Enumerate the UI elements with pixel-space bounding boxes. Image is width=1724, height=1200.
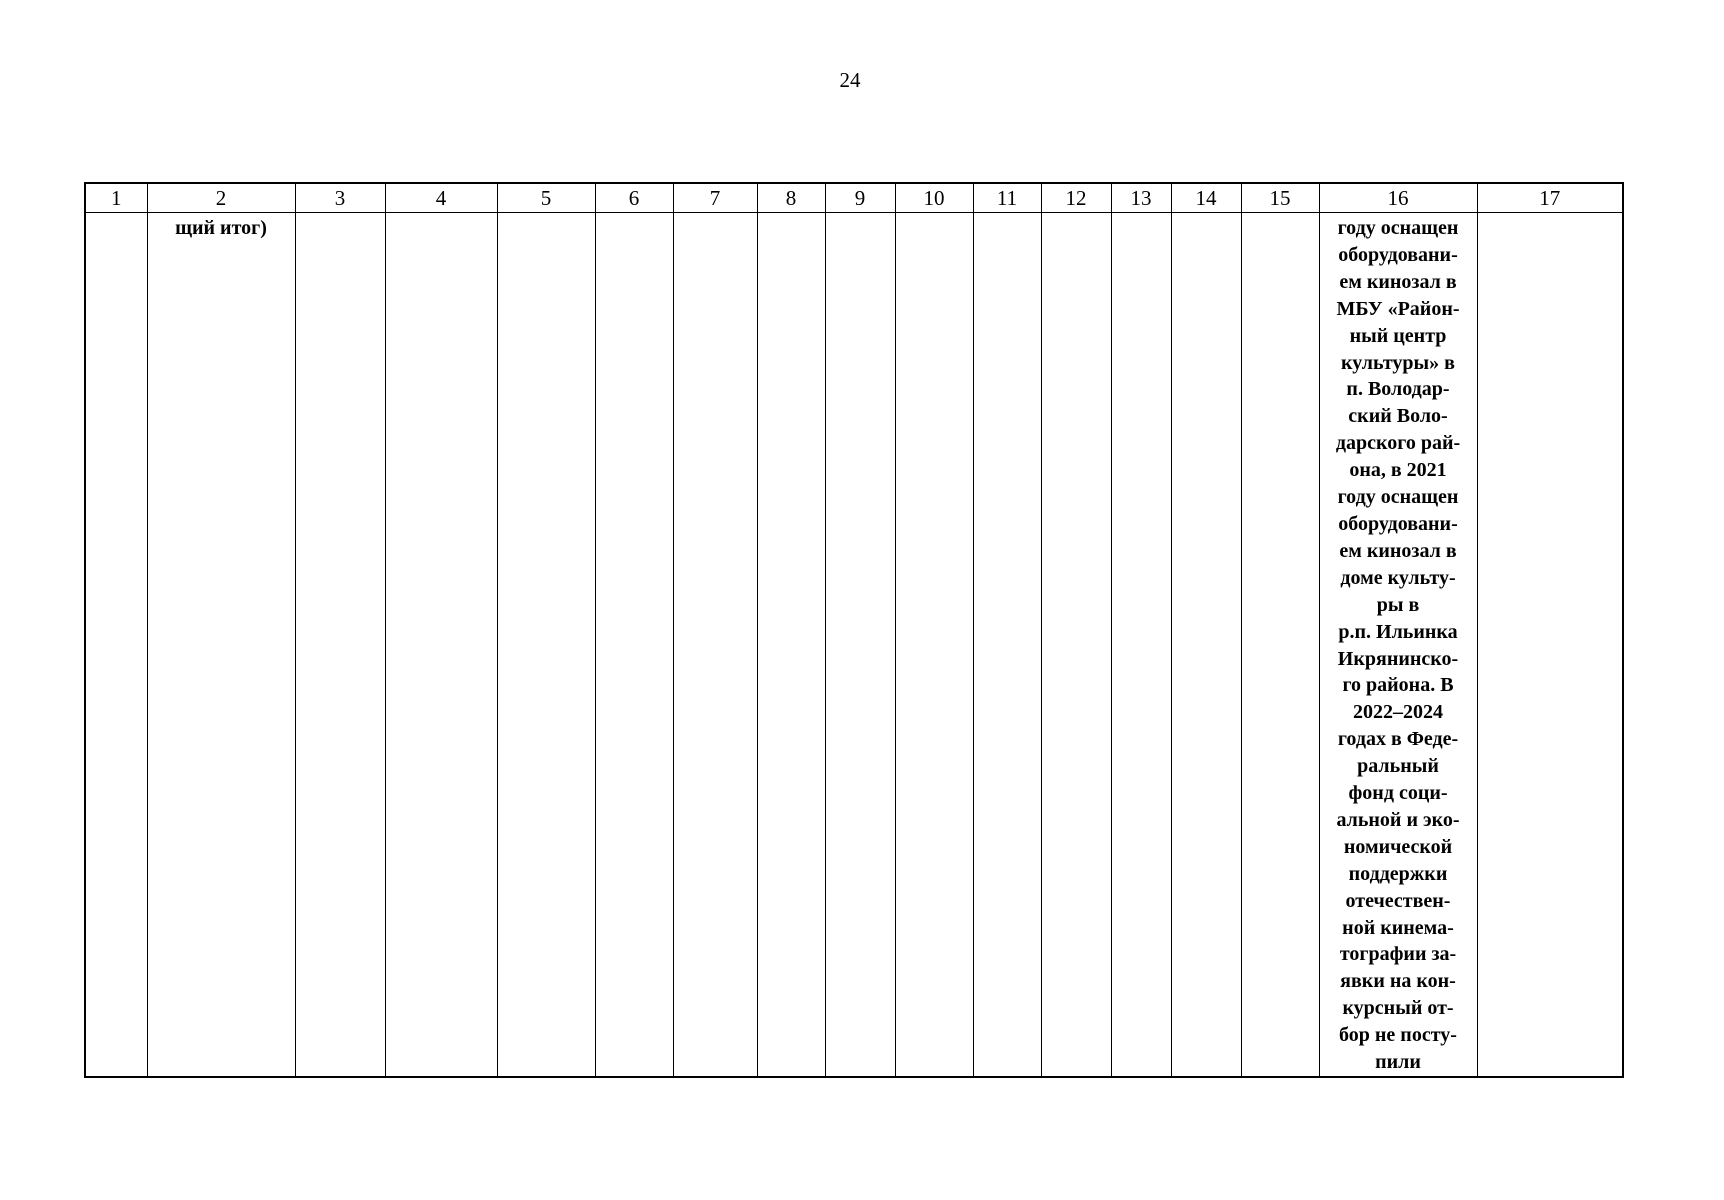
cell-col-16-line: ем кинозал в <box>1339 270 1457 293</box>
column-header-8: 8 <box>757 183 825 213</box>
cell-col-16-line: оборудовани- <box>1338 243 1458 266</box>
page-number: 24 <box>839 68 861 92</box>
cell-col-16-line: МБУ «Район- <box>1336 297 1460 320</box>
cell-col-16-line: фонд соци- <box>1348 782 1448 805</box>
column-header-7: 7 <box>673 183 757 213</box>
column-header-4: 4 <box>385 183 497 213</box>
cell-col-8 <box>757 213 825 1078</box>
cell-col-16-line: го района. В <box>1342 674 1454 697</box>
cell-col-10 <box>895 213 973 1078</box>
cell-col-16-line: дарского рай- <box>1335 432 1461 455</box>
column-header-11: 11 <box>973 183 1041 213</box>
column-header-10: 10 <box>895 183 973 213</box>
cell-col-16-line: поддержки <box>1348 862 1448 885</box>
cell-col-16-line: 2022–2024 <box>1353 701 1443 724</box>
cell-col-16-line: альной и эко- <box>1336 808 1460 831</box>
cell-col-16-line: пили <box>1375 1051 1421 1074</box>
cell-col-16-line: Икрянинско- <box>1337 647 1459 670</box>
cell-col-12 <box>1041 213 1111 1078</box>
cell-col-14 <box>1171 213 1241 1078</box>
cell-col-16-line: ной кинема- <box>1342 916 1454 939</box>
cell-col-15 <box>1241 213 1319 1078</box>
cell-col-2-text: щий итог) <box>175 217 267 239</box>
cell-col-2 <box>147 213 295 1078</box>
cell-col-9 <box>825 213 895 1078</box>
column-header-3: 3 <box>295 183 385 213</box>
column-header-16: 16 <box>1319 183 1477 213</box>
cell-col-16-line: явки на кон- <box>1340 970 1456 993</box>
cell-col-16-line: ский Воло- <box>1348 405 1448 428</box>
cell-col-5 <box>497 213 595 1078</box>
cell-col-16-line: отечествен- <box>1345 889 1451 912</box>
cell-col-11 <box>973 213 1041 1078</box>
cell-col-16-line: ный центр <box>1349 324 1447 347</box>
cell-col-16-line: бор не посту- <box>1339 1024 1457 1047</box>
cell-col-16-text <box>1320 213 1477 1076</box>
cell-col-16 <box>1319 213 1477 1078</box>
cell-col-16-line: ральный <box>1357 755 1439 778</box>
cell-col-16-line: культуры» в <box>1341 351 1455 374</box>
column-header-6: 6 <box>595 183 673 213</box>
cell-col-16-line: ры в <box>1376 593 1420 616</box>
column-header-12: 12 <box>1041 183 1111 213</box>
cell-col-16-line: году оснащен <box>1337 217 1459 239</box>
cell-col-1 <box>85 213 147 1078</box>
column-header-5: 5 <box>497 183 595 213</box>
column-header-17: 17 <box>1477 183 1623 213</box>
cell-col-16-line: р.п. Ильинка <box>1338 620 1458 643</box>
header-row <box>85 183 1623 213</box>
cell-col-7 <box>673 213 757 1078</box>
cell-col-4 <box>385 213 497 1078</box>
column-header-1: 1 <box>85 183 147 213</box>
column-header-13: 13 <box>1111 183 1171 213</box>
column-header-9: 9 <box>825 183 895 213</box>
table-row <box>85 213 1623 1078</box>
column-header-2: 2 <box>147 183 295 213</box>
cell-col-3 <box>295 213 385 1078</box>
cell-col-16-line: ем кинозал в <box>1339 539 1457 562</box>
cell-col-16-line: номической <box>1343 835 1453 858</box>
cell-col-16-line: она, в 2021 <box>1349 459 1447 482</box>
data-table <box>84 182 1624 1078</box>
cell-col-13 <box>1111 213 1171 1078</box>
cell-col-16-line: годах в Феде- <box>1337 728 1459 751</box>
cell-col-17 <box>1477 213 1623 1078</box>
cell-col-16-line: оборудовани- <box>1338 512 1458 535</box>
cell-col-16-line: п. Володар- <box>1346 378 1450 401</box>
cell-col-16-line: курсный от- <box>1342 997 1454 1020</box>
cell-col-16-line: году оснащен <box>1337 486 1459 509</box>
column-header-15: 15 <box>1241 183 1319 213</box>
column-header-14: 14 <box>1171 183 1241 213</box>
cell-col-16-line: тографии за- <box>1339 943 1457 966</box>
cell-col-6 <box>595 213 673 1078</box>
cell-col-16-line: доме культу- <box>1340 566 1456 589</box>
